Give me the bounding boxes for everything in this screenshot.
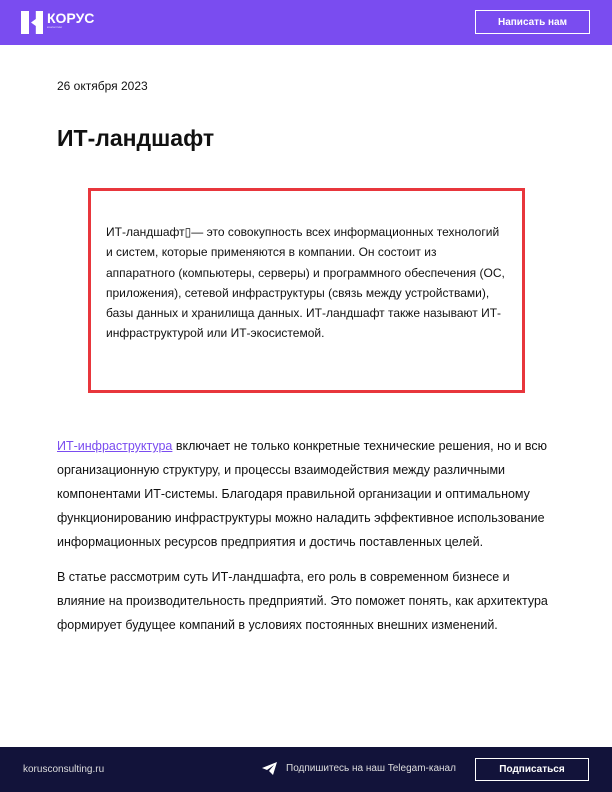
paragraph-1 [57, 434, 557, 554]
definition-text: ИТ-ландшафт▯— это совокупность всех информационных технологий и систем, которые применяются в компании. Он состоит из аппаратного (компьютеры, серверы) и программного обеспечения (ОС, приложения), сетевой инфраструктуры (связь между устройствами), базы данных и хранилища данных. ИТ-ландшафт также называют ИТ-инфраструктурой или ИТ-экосистемой. [106, 225, 505, 341]
contact-button[interactable]: Написать нам [475, 10, 590, 34]
logo-subtext: консалтинг [47, 25, 63, 29]
logo-text: КОРУС [47, 10, 95, 26]
article-body [57, 434, 557, 648]
telegram-link[interactable] [262, 762, 456, 775]
telegram-icon [262, 762, 277, 775]
header [0, 0, 612, 45]
footer [0, 747, 612, 792]
paragraph-1-text: включает не только конкретные технические решения, но и всю организационную структуру, и процессы взаимодействия между различными компонентами ИТ-системы. Благодаря правильной организации и оптимальному функционированию инфраструктуры можно наладить эффективное использование информационных ресурсов предприятия и достичь поставленных целей. [57, 439, 547, 549]
it-infrastructure-link[interactable]: ИТ-инфраструктура [57, 439, 173, 453]
subscribe-button[interactable]: Подписаться [475, 758, 589, 781]
page-title: ИТ-ландшафт [57, 125, 215, 151]
article-date: 26 октября 2023 [57, 79, 148, 93]
definition-box [88, 188, 525, 393]
paragraph-2: В статье рассмотрим суть ИТ-ландшафта, его роль в современном бизнесе и влияние на производительность предприятий. Это поможет понять, как архитектура формирует будущее компаний в условиях постоянных внешних изменений. [57, 570, 548, 632]
telegram-text: Подпишитесь на наш Telegam-канал [286, 763, 456, 774]
logo[interactable] [21, 11, 94, 34]
logo-icon [21, 11, 43, 34]
site-link[interactable]: korusconsulting.ru [23, 764, 105, 775]
